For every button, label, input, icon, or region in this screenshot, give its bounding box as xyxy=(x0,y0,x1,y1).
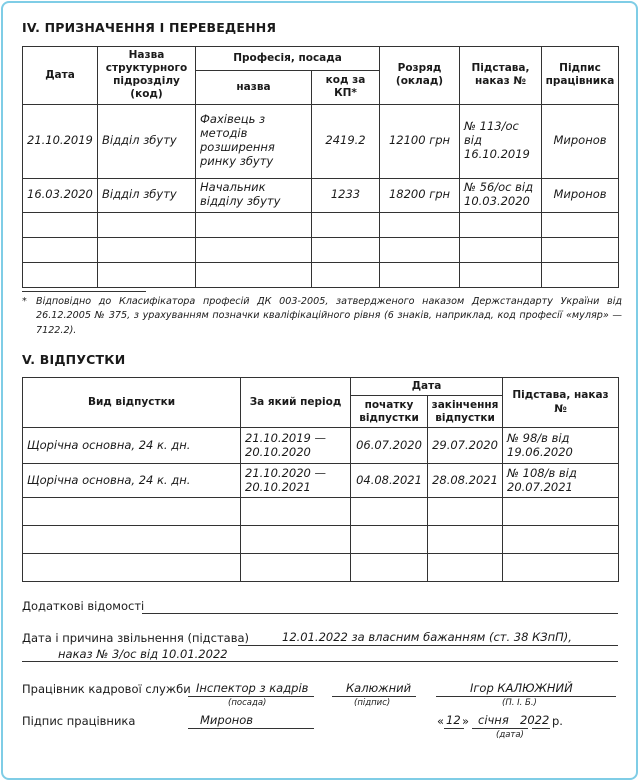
hr-name: Ігор КАЛЮЖНИЙ xyxy=(470,681,573,695)
cell-rank: 18200 грн xyxy=(380,178,460,212)
table-row-empty xyxy=(23,237,619,262)
table-row-empty xyxy=(23,212,619,237)
col-header-type: Вид відпустки xyxy=(23,378,241,428)
dismissal-line-2 xyxy=(22,661,618,662)
hr-name-caption: (П. І. Б.) xyxy=(502,698,537,708)
col-header-name: назва xyxy=(196,70,312,104)
footnote-divider xyxy=(22,291,146,292)
date-caption: (дата) xyxy=(496,730,524,740)
cell-type: Щорічна основна, 24 к. дн. xyxy=(23,464,241,498)
day-line xyxy=(444,728,464,729)
additional-info-line xyxy=(142,613,618,614)
cell-rank: 12100 грн xyxy=(380,104,460,178)
cell-name: Фахівець з методів розширення ринку збуту xyxy=(196,104,312,178)
col-header-start: початку відпустки xyxy=(351,396,428,428)
cell-type: Щорічна основна, 24 к. дн. xyxy=(23,428,241,464)
cell-end: 29.07.2020 xyxy=(428,428,503,464)
table-row-empty xyxy=(23,498,619,526)
cell-basis: № 108/в від 20.07.2021 xyxy=(503,464,619,498)
col-header-rank: Розряд (оклад) xyxy=(380,47,460,105)
hr-position-line xyxy=(188,696,314,697)
date-month: січня xyxy=(478,713,509,727)
cell-code: 1233 xyxy=(312,178,380,212)
col-header-period: За який період xyxy=(241,378,351,428)
additional-info-label: Додаткові відомості xyxy=(22,599,145,613)
hr-signature-line xyxy=(332,696,416,697)
dismissal-value: 12.01.2022 за власним бажанням (ст. 38 КЗпП), xyxy=(282,630,572,644)
col-header-signature: Підпис працівника xyxy=(542,47,619,105)
date-year-suffix: р. xyxy=(552,714,563,728)
cell-unit: Відділ збуту xyxy=(98,104,196,178)
table-row xyxy=(23,428,619,464)
cell-unit: Відділ збуту xyxy=(98,178,196,212)
hr-position: Інспектор з кадрів xyxy=(196,681,309,695)
cell-start: 04.08.2021 xyxy=(351,464,428,498)
col-header-code: код за КП* xyxy=(312,70,380,104)
cell-period: 21.10.2019 — 20.10.2020 xyxy=(241,428,351,464)
dismissal-value-2: наказ № 3/ос від 10.01.2022 xyxy=(58,647,228,661)
table-row xyxy=(23,464,619,498)
table-row-empty xyxy=(23,526,619,554)
cell-code: 2419.2 xyxy=(312,104,380,178)
employee-signature-label: Підпис працівника xyxy=(22,714,136,728)
cell-end: 28.08.2021 xyxy=(428,464,503,498)
hr-signature: Калюжний xyxy=(346,681,412,695)
cell-basis: № 113/ос від 16.10.2019 xyxy=(460,104,542,178)
table-row-empty xyxy=(23,554,619,582)
col-header-basis: Підстава, наказ № xyxy=(460,47,542,105)
hr-signature-caption: (підпис) xyxy=(354,698,391,708)
table-row-empty xyxy=(23,262,619,287)
cell-date: 16.03.2020 xyxy=(23,178,98,212)
table-row xyxy=(23,104,619,178)
cell-signature: Миронов xyxy=(542,178,619,212)
date-year: 2022 xyxy=(520,713,550,727)
footnote-star: * xyxy=(22,296,27,307)
hr-label: Працівник кадрової служби xyxy=(22,682,191,696)
hr-position-caption: (посада) xyxy=(228,698,267,708)
footnote-text: Відповідно до Класифікатора професій ДК 003-2005, затвердженого наказом Держстандарту України від 26.12.2005 № 375, з урахуванням позначки кваліфікаційного рівня (6 знаків, наприклад, код професії «муляр» — 7122.2). xyxy=(36,296,622,336)
cell-basis: № 98/в від 19.06.2020 xyxy=(503,428,619,464)
dismissal-label: Дата і причина звільнення (підстава) xyxy=(22,631,250,645)
year-line xyxy=(532,728,550,729)
table-row xyxy=(23,178,619,212)
section-5-title: V. ВІДПУСТКИ xyxy=(22,352,126,367)
cell-signature: Миронов xyxy=(542,104,619,178)
section-4-title: IV. ПРИЗНАЧЕННЯ І ПЕРЕВЕДЕННЯ xyxy=(22,20,277,35)
cell-date: 21.10.2019 xyxy=(23,104,98,178)
cell-basis: № 56/ос від 10.03.2020 xyxy=(460,178,542,212)
col-header-profession: Професія, посада xyxy=(196,47,380,71)
month-line xyxy=(472,728,528,729)
date-day: 12 xyxy=(446,713,461,727)
footnote xyxy=(22,295,622,338)
cell-period: 21.10.2020 — 20.10.2021 xyxy=(241,464,351,498)
vacations-table xyxy=(22,377,619,582)
cell-name: Начальник відділу збуту xyxy=(196,178,312,212)
date-quote-close: » xyxy=(462,714,470,728)
hr-name-line xyxy=(436,696,616,697)
dismissal-line xyxy=(238,645,618,646)
col-header-date: Дата xyxy=(23,47,98,105)
employee-signature-line xyxy=(188,728,314,729)
col-header-end: закінчення відпустки xyxy=(428,396,503,428)
date-quote-open: « xyxy=(437,714,445,728)
cell-start: 06.07.2020 xyxy=(351,428,428,464)
appointments-table xyxy=(22,46,619,288)
col-header-date: Дата xyxy=(351,378,503,396)
col-header-unit: Назва структурного підрозділу (код) xyxy=(98,47,196,105)
employee-signature: Миронов xyxy=(200,713,254,727)
col-header-basis: Підстава, наказ № xyxy=(503,378,619,428)
